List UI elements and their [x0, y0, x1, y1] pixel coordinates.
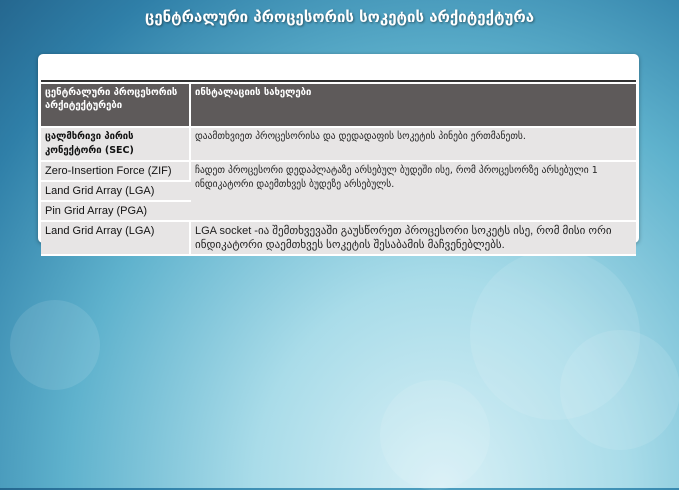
architecture-name-cell: Land Grid Array (LGA): [41, 222, 191, 256]
table-row: [41, 222, 636, 256]
panel-divider: [41, 80, 636, 82]
table-row: [41, 162, 636, 182]
installation-description-cell: ჩადეთ პროცესორი დედაპლატაზე არსებულ ბუდეში ისე, რომ პროცესორზე არსებული 1 ინდიკატორი დაემთხვეს ბუდეზე არსებულს.: [191, 162, 636, 222]
installation-description-cell: LGA socket -ია შემთხვევაში გაუსწორეთ პროცესორი სოკეტს ისე, რომ მისი ორი ინდიკატორი დაემთხვეს სოკეტის შესაბამის მაჩვენებლებს.: [191, 222, 636, 256]
table-header-row: [41, 84, 636, 128]
installation-description-cell: დაამთხვიეთ პროცესორისა და დედადაფის სოკეტის პინები ერთმანეთს.: [191, 128, 636, 162]
architecture-name-cell: ცალმხრივი პირის კონექტორი (SEC): [41, 128, 191, 162]
architecture-name-cell: Land Grid Array (LGA): [41, 182, 191, 202]
content-panel: [38, 54, 639, 251]
column-header-installation: ინსტალაციის სახელები: [191, 84, 636, 128]
socket-architecture-table: [41, 84, 636, 256]
table-row: [41, 128, 636, 162]
column-header-architecture: ცენტრალური პროცესორის არქიტექტურები: [41, 84, 191, 128]
architecture-name-cell: Pin Grid Array (PGA): [41, 202, 191, 222]
page-title: ცენტრალური პროცესორის სოკეტის არქიტექტურა: [145, 8, 534, 26]
architecture-name-cell: Zero-Insertion Force (ZIF): [41, 162, 191, 182]
